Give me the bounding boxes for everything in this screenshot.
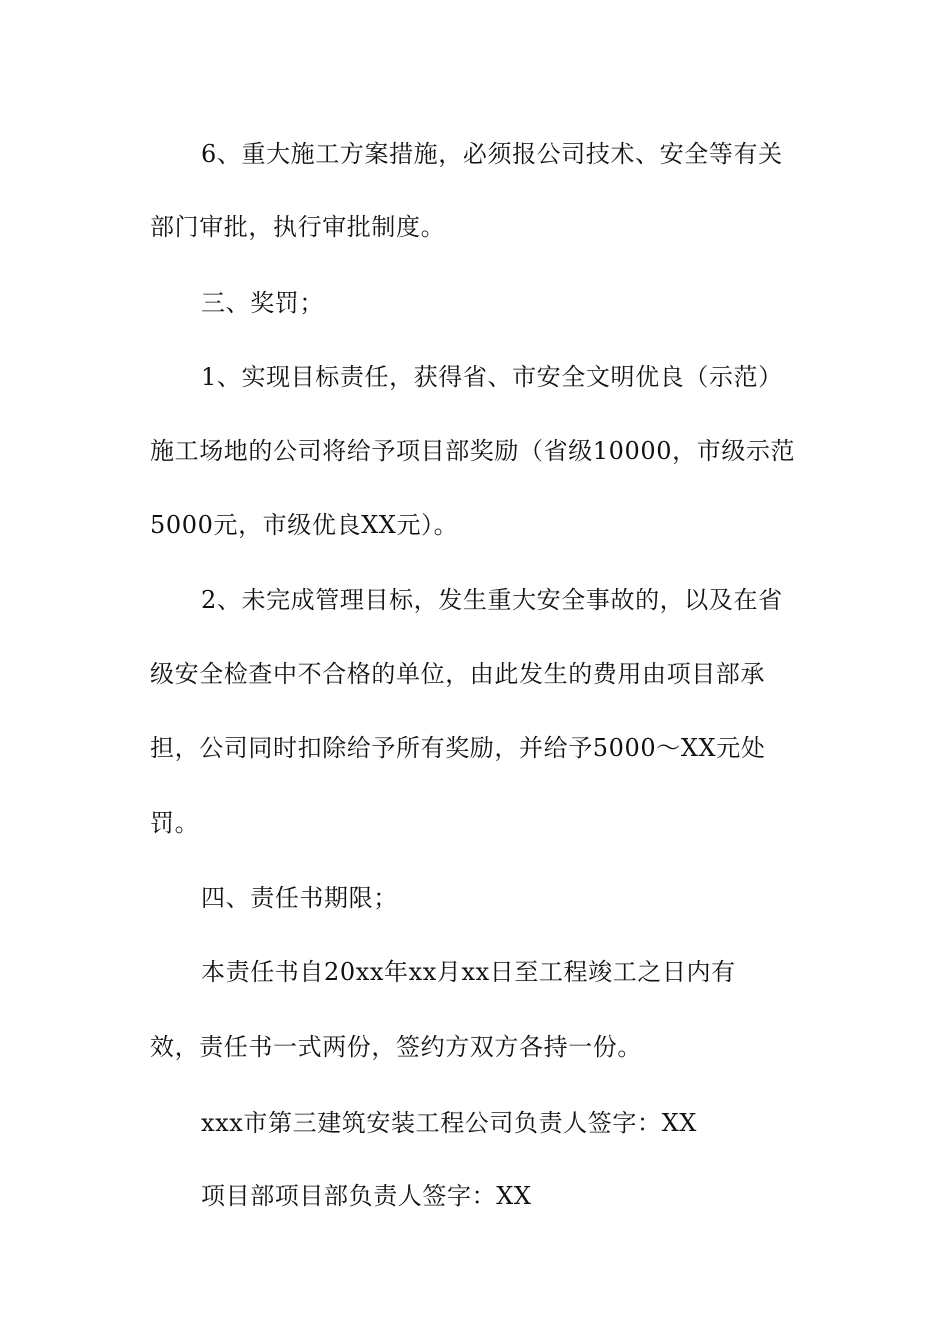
paragraph-line: 担，公司同时扣除给予所有奖励，并给予5000～XX元处: [150, 734, 766, 762]
paragraph-line: 2、未完成管理目标，发生重大安全事故的，以及在省: [201, 586, 783, 614]
section-heading-term: 四、责任书期限；: [201, 884, 398, 912]
section-heading-rewards-penalties: 三、奖罚；: [201, 289, 324, 317]
paragraph-line: 效，责任书一式两份，签约方双方各持一份。: [150, 1033, 642, 1061]
paragraph-line: 施工场地的公司将给予项目部奖励（省级10000，市级示范: [150, 437, 796, 465]
paragraph-line: 本责任书自20xx年xx月xx日至工程竣工之日内有: [201, 958, 736, 986]
paragraph-line: 部门审批，执行审批制度。: [150, 213, 446, 241]
project-signature-line: 项目部项目部负责人签字：XX: [201, 1182, 532, 1210]
paragraph-line: 1、实现目标责任，获得省、市安全文明优良（示范）: [201, 363, 783, 391]
paragraph-line: 罚。: [150, 809, 200, 837]
paragraph-line: 5000元，市级优良XX元）。: [150, 511, 459, 539]
paragraph-line: 级安全检查中不合格的单位，由此发生的费用由项目部承: [150, 660, 765, 688]
company-signature-line: xxx市第三建筑安装工程公司负责人签字：XX: [201, 1109, 697, 1137]
paragraph-line: 6、重大施工方案措施，必须报公司技术、安全等有关: [201, 140, 783, 168]
